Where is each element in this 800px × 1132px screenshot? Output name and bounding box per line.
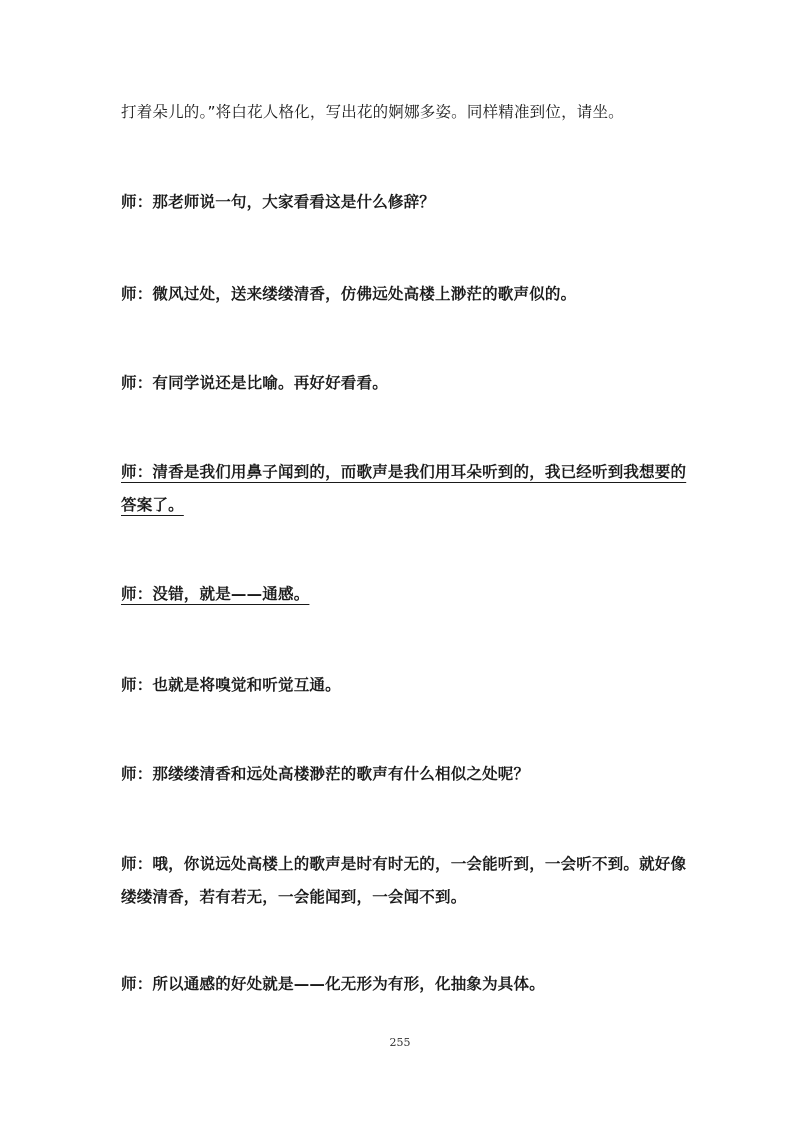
paragraph-teacher-conclusion: 师：所以通感的好处就是——化无形为有形，化抽象为具体。: [121, 975, 545, 993]
paragraph-teacher-similarity-question: 师：那缕缕清香和远处高楼渺茫的歌声有什么相似之处呢？: [121, 765, 530, 783]
paragraph-teacher-example-sentence: 师：微风过处，送来缕缕清香，仿佛远处高楼上渺茫的歌声似的。: [121, 285, 577, 303]
paragraph-teacher-smell-hearing: 师：清香是我们用鼻子闻到的，而歌声是我们用耳朵听到的，我已经听到我想要的答案了。: [121, 463, 687, 514]
paragraph-continuation: 打着朵儿的。”将白花人格化，写出花的婀娜多姿。同样精准到位，请坐。: [121, 103, 624, 121]
paragraph-teacher-question-rhetoric: 师：那老师说一句，大家看看这是什么修辞？: [121, 193, 436, 211]
paragraph-teacher-look-again: 师：有同学说还是比喻。再好好看看。: [121, 374, 388, 392]
paragraph-teacher-synesthesia: 师：没错，就是——通感。: [121, 585, 310, 603]
paragraph-teacher-explanation: 师：哦，你说远处高楼上的歌声是时有时无的，一会能听到，一会听不到。就好像缕缕清香，若有若无，一会能闻到，一会闻不到。: [121, 855, 687, 906]
paragraph-teacher-senses-connect: 师：也就是将嗅觉和听觉互通。: [121, 676, 341, 694]
page-number: 255: [389, 1036, 411, 1049]
